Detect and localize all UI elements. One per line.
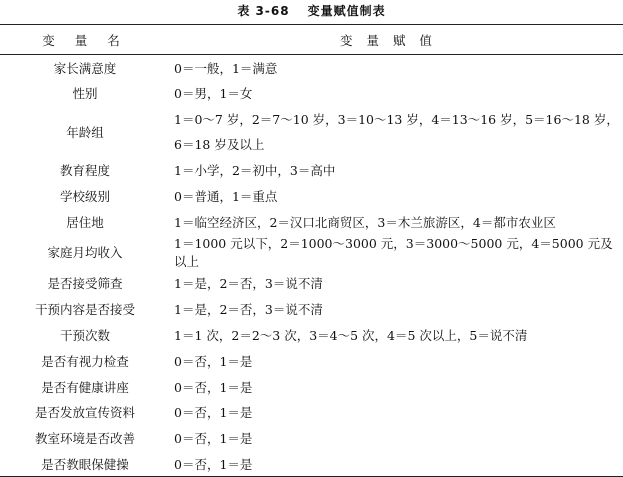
table-row — [0, 296, 623, 322]
header-variable-name: 变 量 名 — [0, 25, 170, 55]
row-variable-name: 干预次数 — [59, 327, 110, 343]
row-variable-value: 0＝普通，1＝重点 — [174, 188, 278, 204]
table-row — [0, 234, 623, 270]
row-variable-name: 居住地 — [66, 214, 104, 230]
row-variable-name: 是否教眼保健操 — [0, 451, 170, 477]
row-variable-value: 1＝小学，2＝初中，3＝高中 — [174, 162, 336, 178]
row-variable-name: 教育程度 — [59, 162, 110, 178]
row-variable-name: 教室环境是否改善 — [34, 431, 135, 447]
table-title: 变量赋值制表 — [307, 4, 386, 18]
row-variable-name: 干预内容是否接受 — [34, 302, 135, 318]
row-variable-value: 0＝否，1＝是 — [174, 379, 253, 395]
row-variable-value: 0＝否，1＝是 — [174, 353, 253, 369]
row-variable-value: 1＝1 次，2＝2～3 次，3＝4～5 次，4＝5 次以上，5＝说不清 — [174, 327, 528, 343]
table-number: 表 3-68 — [237, 4, 290, 18]
table-row — [0, 399, 623, 425]
row-variable-name: 是否发放宣传资料 — [34, 405, 135, 421]
table-row — [0, 209, 623, 235]
row-variable-name: 是否有健康讲座 — [41, 379, 129, 395]
row-variable-value: 0＝否，1＝是 — [174, 405, 253, 421]
row-variable-value: 1＝0～7 岁，2＝7～10 岁，3＝10～13 岁，4＝13～16 岁，5＝16～18 岁，6＝18 岁及以上 — [174, 111, 619, 152]
table-row — [0, 374, 623, 400]
row-variable-name: 家长满意度 — [53, 60, 117, 76]
header-row — [0, 25, 623, 55]
row-variable-name: 是否接受筛查 — [47, 276, 123, 292]
table-row — [0, 106, 623, 157]
row-variable-value: 0＝否，1＝是 — [174, 431, 253, 447]
row-variable-name: 是否有视力检查 — [41, 353, 129, 369]
row-variable-value: 0＝一般，1＝满意 — [174, 60, 278, 76]
variable-assignment-table — [0, 24, 623, 477]
row-variable-name: 学校级别 — [59, 188, 110, 204]
row-variable-name: 家庭月均收入 — [47, 245, 123, 261]
row-variable-name: 性别 — [72, 86, 98, 102]
table-row — [0, 183, 623, 209]
table-row — [0, 270, 623, 296]
row-variable-value: 1＝1000 元以下，2＝1000～3000 元，3＝3000～5000 元，4＝5000 元及以上 — [174, 236, 613, 270]
row-variable-value: 1＝临空经济区，2＝汉口北商贸区，3＝木兰旅游区，4＝都市农业区 — [174, 214, 556, 230]
header-variable-assignment: 变 量 赋 值 — [170, 25, 623, 55]
table-row — [0, 157, 623, 183]
table-row — [0, 348, 623, 374]
row-variable-name: 年龄组 — [66, 124, 104, 140]
row-variable-value: 0＝否，1＝是 — [170, 451, 623, 477]
table-row — [0, 451, 623, 477]
table-row — [0, 80, 623, 106]
row-variable-value: 1＝是，2＝否，3＝说不清 — [174, 276, 323, 292]
table-caption — [0, 2, 623, 19]
table-row — [0, 425, 623, 451]
row-variable-value: 0＝男，1＝女 — [174, 86, 253, 102]
table-row — [0, 55, 623, 81]
table-row — [0, 322, 623, 348]
row-variable-value: 1＝是，2＝否，3＝说不清 — [174, 302, 323, 318]
